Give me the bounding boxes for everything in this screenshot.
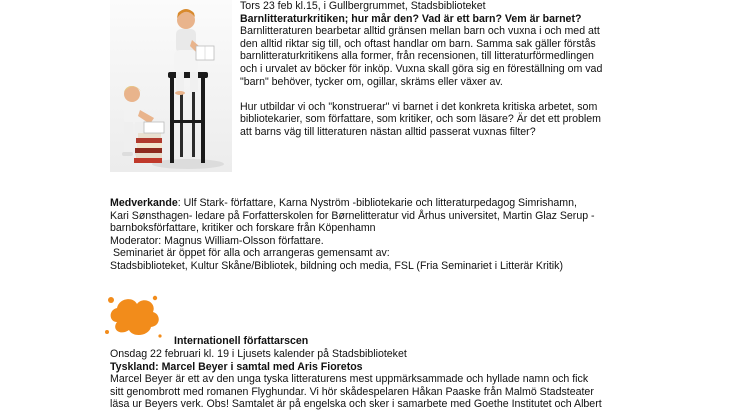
paragraph-line: sitt genombrott med romanen Flyghundar. Vi hör skådespelaren Håkan Paaske från Malmö Stadsteater <box>110 385 594 398</box>
orange-splash-logo-icon <box>103 292 163 340</box>
paragraph-line: Barnlitteraturen bearbetar alltid gränsen mellan barn och vuxna i och med att <box>240 25 600 38</box>
participants-label: Medverkande <box>110 197 178 209</box>
moderator-line: Moderator: Magnus William-Olsson författare. <box>110 234 324 247</box>
participants-line <box>110 197 740 210</box>
paragraph-line: läsa ur Beyers verk. Obs! Samtalet är på engelska och sker i samarbete med Goethe Institutet och Albert <box>110 398 602 411</box>
paragraph-line: "barn" behöver, tycker om, ogillar, skräms eller växer av. <box>240 75 503 88</box>
seminar-event-block <box>240 0 740 139</box>
paragraph-line: Marcel Beyer är ett av den unga tyska litteraturens mest uppmärksammade och hyllade namn och fick <box>110 373 589 386</box>
event-title: Barnlitteraturkritiken; hur mår den? Vad är ett barn? Vem är barnet? <box>240 12 582 25</box>
children-reading-books-photo <box>110 0 232 172</box>
event-title: Tyskland: Marcel Beyer i samtal med Aris Fioretos <box>110 360 363 373</box>
author-event-block <box>110 348 740 411</box>
paragraph-line: barnlitteraturkritikens alla former, från recensionen, till litteraturförmedlingen <box>240 50 594 63</box>
event-dateline: Onsdag 22 februari kl. 19 i Ljusets kalender på Stadsbiblioteket <box>110 348 407 360</box>
paragraph-line: Hur utbildar vi och "konstruerar" vi barnet i det konkreta kritiska arbetet, som <box>240 100 598 113</box>
participants-text: : Ulf Stark- författare, Karna Nyström -bibliotekarie och litteraturpedagog Simrishamn, <box>177 197 577 209</box>
paragraph-line: och i urvalet av böcker för inköp. Vuxna skall göra sig en föreställning om vad <box>240 62 603 75</box>
participants-line: barnboksförfattare, kritiker och forskare från Köpenhamn <box>110 222 376 235</box>
section-heading: Internationell författarscen <box>174 335 309 347</box>
organizers-line: Stadsbiblioteket, Kultur Skåne/Bibliotek, bildning och media, FSL (Fria Seminariet i Litterär Kritik) <box>110 259 563 272</box>
paragraph-line: den alltid riktar sig till, och oftast handlar om barn. Samma sak gäller förstås <box>240 37 596 50</box>
participants-line: Kari Sønsthagen- ledare på Forfatterskolen for Børnelitteratur vid Århus universitet, Martin Glaz Serup - <box>110 209 595 222</box>
paragraph-line: att barns väg till litteraturen nästan alltid passerat vuxnas filter? <box>240 125 536 138</box>
organizers-line: Seminariet är öppet för alla och arrangeras gemensamt av: <box>110 247 390 260</box>
paragraph-line: bibliotekarier, som författare, som kritiker, och som läsare? Är det ett problem <box>240 113 601 126</box>
participants-section <box>110 197 740 273</box>
event-dateline: Tors 23 feb kl.15, i Gullbergrummet, Stadsbiblioteket <box>240 0 486 12</box>
